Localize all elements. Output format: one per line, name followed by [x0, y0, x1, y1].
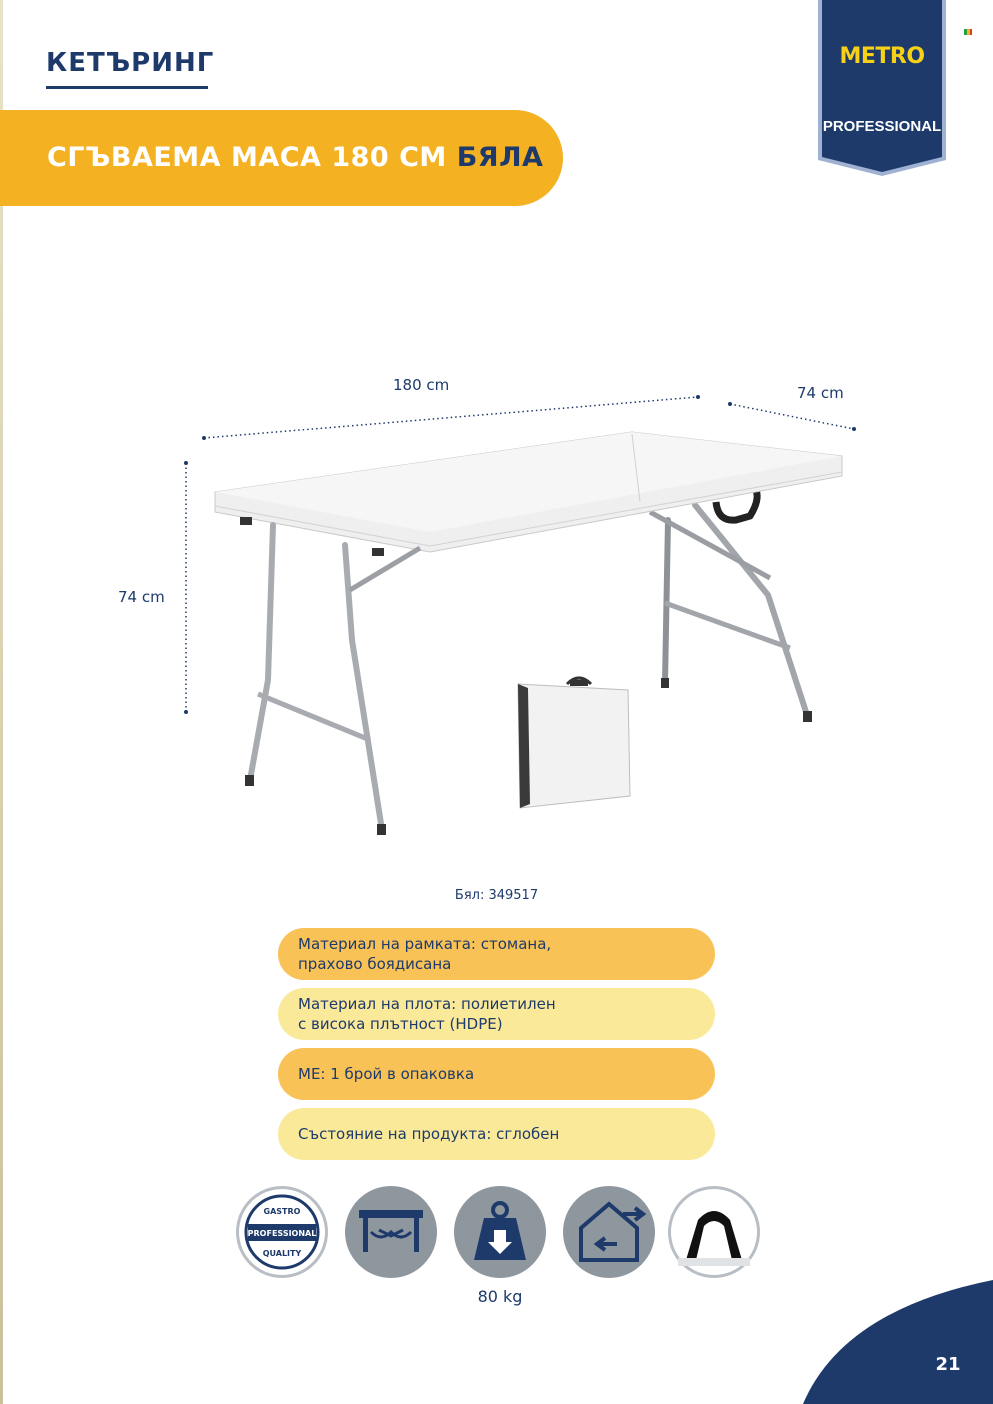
spec-condition	[278, 1108, 715, 1160]
foldable-table-icon	[345, 1186, 437, 1278]
gastro-badge-bottom: QUALITY	[262, 1249, 302, 1258]
gastro-quality-icon	[236, 1186, 328, 1278]
metro-logo-wordmark: METRO	[839, 44, 925, 69]
metro-logo-tagline: PROFESSIONAL	[822, 118, 942, 135]
spec-unit	[278, 1048, 715, 1100]
spec-frame-material	[278, 928, 715, 980]
indoor-outdoor-icon	[563, 1186, 655, 1278]
spec-text: Материал на плота: полиетилен с висока плътност (HDPE)	[298, 995, 556, 1033]
weight-icon	[454, 1186, 546, 1278]
gastro-badge-top: GASTRO	[263, 1207, 301, 1216]
spec-text: Материал на рамката: стомана, прахово боядисана	[298, 935, 552, 973]
spec-text: Състояние на продукта: сглобен	[298, 1125, 560, 1143]
folding-table-image	[180, 370, 870, 840]
carry-handle-icon	[668, 1186, 760, 1278]
gastro-badge-middle: PROFESSIONAL	[247, 1229, 317, 1238]
spec-top-material	[278, 988, 715, 1040]
spec-text: МЕ: 1 брой в опаковка	[298, 1065, 475, 1083]
section-title: КЕТЪРИНГ	[46, 48, 215, 78]
height-label: 74 cm	[118, 588, 165, 606]
product-title-accent: БЯЛА	[456, 142, 544, 173]
article-code: Бял: 349517	[454, 888, 539, 903]
corner-decoration	[803, 1280, 993, 1404]
weight-capacity-label: 80 kg	[477, 1287, 523, 1306]
depth-label: 74 cm	[797, 384, 844, 402]
product-title-main: СГЪВАЕМА МАСА 180 СМ	[47, 142, 447, 173]
length-label: 180 cm	[393, 376, 450, 394]
page-number: 21	[935, 1354, 961, 1375]
